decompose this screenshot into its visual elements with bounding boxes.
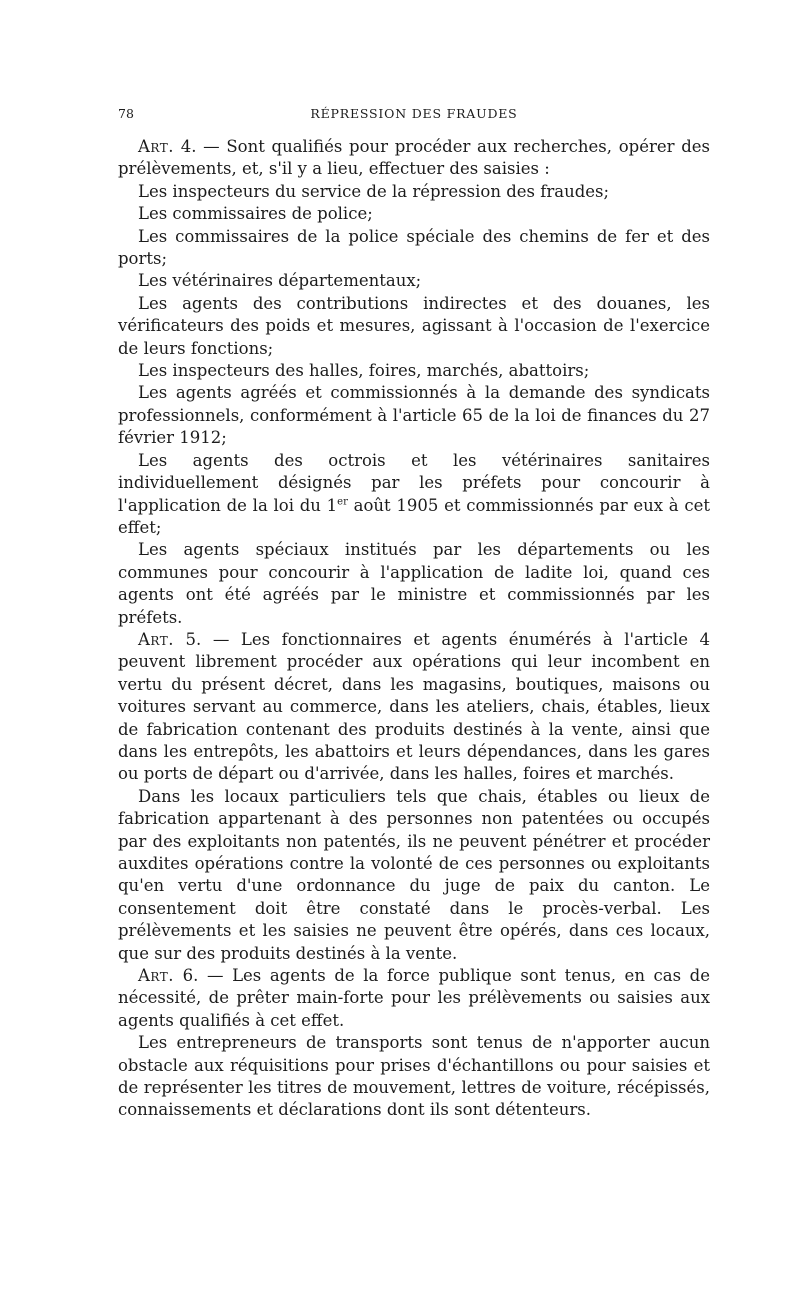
article-label: Art. [138, 629, 174, 649]
paragraph: Les vétérinaires départementaux; [138, 271, 422, 291]
paragraph: Les inspecteurs des halles, foires, marchés, abattoirs; [138, 361, 590, 381]
ordinal-suffix: er [337, 496, 348, 507]
paragraph: Les commissaires de police; [138, 204, 373, 224]
paragraph: Les agents des octrois et les vétérinaires sanitaires individuellement désignés par les préfets pour concourir à l'application de la loi du 1er août 1905 et commissionnés par eux à cet effet; [118, 450, 710, 537]
running-head [118, 104, 710, 124]
article-4-opening: Art. 4. — Sont qualifiés pour procéder aux recherches, opérer des prélèvements, et, s'il y a lieu, effectuer des saisies : [118, 137, 710, 179]
date-day: 1 [326, 495, 338, 515]
running-title: RÉPRESSION DES FRAUDES [310, 106, 518, 121]
paragraph: Les entrepreneurs de transports sont tenus de n'apporter aucun obstacle aux réquisitions pour prises d'échantillons ou pour saisies et de représenter les titres de mouvement, lettres de voiture, récépissés, connaissements et déclarations dont ils sont détenteurs. [118, 1033, 710, 1120]
article-number: 6. [182, 966, 199, 986]
article-6-opening: Art. 6. — Les agents de la force publique sont tenus, en cas de nécessité, de prêter main-forte pour les prélèvements ou saisies aux agents qualifiés à cet effet. [118, 966, 711, 1030]
paragraph: Les inspecteurs du service de la répression des fraudes; [138, 181, 610, 201]
paragraph: Les agents des contributions indirectes et des douanes, les vérificateurs des poids et mesures, agissant à l'occasion de l'exercice de leurs fonctions; [118, 293, 710, 358]
article-number: 5. [185, 629, 202, 649]
paragraph: Les agents spéciaux institués par les départements ou les communes pour concourir à l'application de ladite loi, quand ces agents ont été agréés par le ministre et commissionnés par les préfets. [118, 540, 710, 627]
article-label: Art. [138, 966, 174, 986]
article-label: Art. [138, 137, 174, 156]
paragraph: Les agents agréés et commissionnés à la demande des syndicats professionnels, conformément à l'article 65 de la loi de finances du 27 février 1912; [118, 383, 710, 448]
article-number: 4. [180, 137, 197, 156]
article-5-opening: Art. 5. — Les fonctionnaires et agents énumérés à l'article 4 peuvent librement procéder aux opérations qui leur incombent en vertu du présent décret, dans les magasins, boutiques, maisons ou voitures servant au commerce, dans les ateliers, chais, étables, lieux de fabrication contenant des produits destinés à la vente, ainsi que dans les entrepôts, les abattoirs et leurs dépendances, dans les gares ou ports de départ ou d'arrivée, dans les halles, foires et marchés. [118, 629, 710, 784]
page-number: 78 [118, 106, 134, 121]
body-text [118, 136, 710, 1122]
paragraph: Dans les locaux particuliers tels que chais, étables ou lieux de fabrication appartenant à des personnes non patentées ou occupés par des exploitants non patentés, ils ne peuvent pénétrer et procéder auxdites opérations contre la volonté de ces personnes ou exploitants qu'en vertu d'une ordonnance du juge de paix du canton. Le consentement doit être constaté dans le procès-verbal. Les prélèvements et les saisies ne peuvent être opérés, dans ces locaux, que sur des produits destinés à la vente. [118, 786, 710, 963]
paragraph: Les commissaires de la police spéciale des chemins de fer et des ports; [118, 226, 710, 269]
